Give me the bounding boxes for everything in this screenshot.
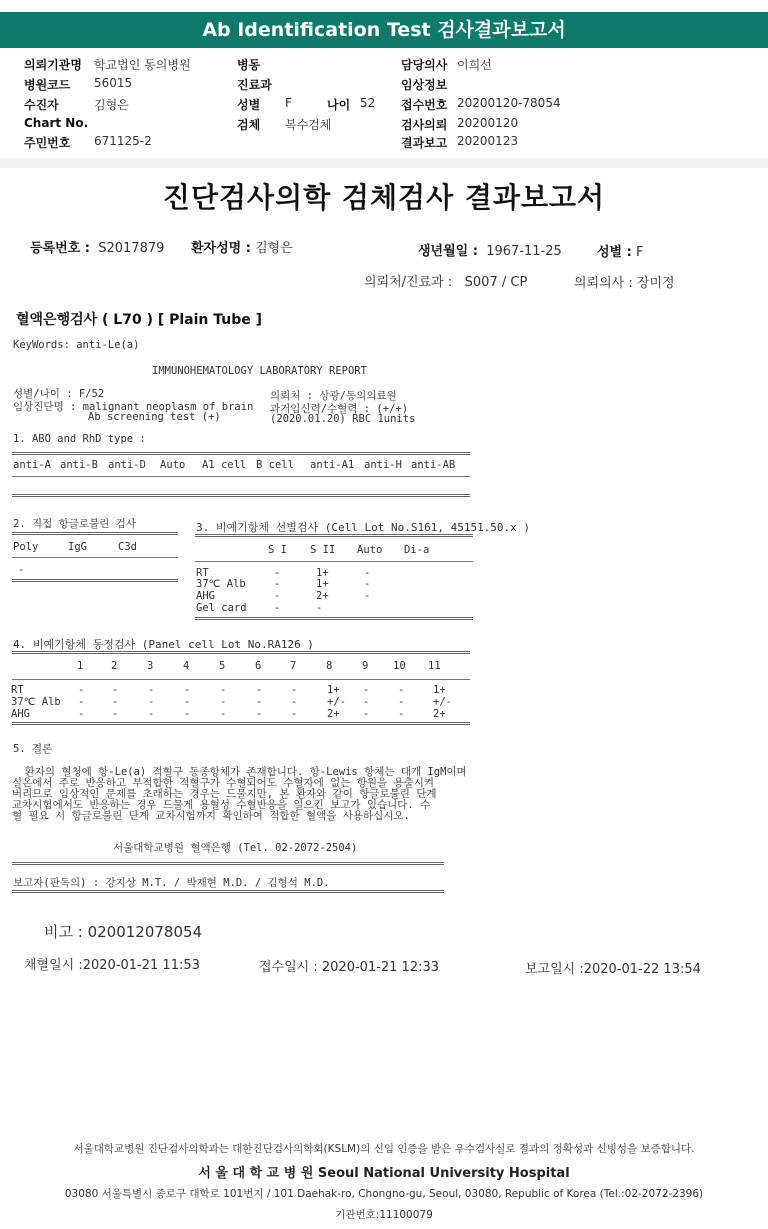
abo-header: anti-B [60,459,98,471]
screen-header: Di-a [404,544,430,556]
screen-header: S II [310,544,336,556]
dept-value: S007 / CP [464,275,528,290]
screen-cell: - [364,567,371,579]
panel-cell: 1+ [433,684,446,696]
abo-header: anti-A1 [310,459,355,471]
panel-header: 3 [147,660,154,672]
info-label: 의뢰기관명 [24,58,82,72]
section-divider [0,158,768,168]
dob-label: 생년월일 : [418,244,478,259]
panel-cell: - [291,696,298,708]
rule [12,679,470,680]
panel-cell: 2+ [327,708,340,720]
panel-cell: - [112,708,119,720]
rule [195,561,473,562]
info-label: 성별 [237,98,261,112]
history-line: 과거임신력/수혈력 : (+/+) [270,403,409,415]
requesting-dept [364,271,527,290]
lab-title: IMMUNOHEMATOLOGY LABORATORY REPORT [152,365,367,377]
screen-header: S I [268,544,287,556]
panel-cell: - [112,696,119,708]
conclusion-line: 버리므로 임상적인 문제를 초래하는 경우는 드물지만, 본 환자와 같이 항글로불린 단계 [12,788,437,800]
conclusion-line: 교차시험에서도 반응하는 경우 드물게 용혈성 수혈반응을 일으킨 보고가 있습니다. 수 [12,799,431,811]
screen-cell: 1+ [316,567,329,579]
panel-cell: - [256,684,263,696]
date-of-birth [418,240,562,259]
info-label: 임상정보 [401,78,448,92]
info-value: 김형은 [94,98,129,112]
reporter-line: 보고자(판독의) : 강지상 M.T. / 박재현 M.D. / 김형석 M.D. [13,877,330,889]
screen-cell: - [316,602,323,614]
dat-header: IgG [68,541,87,553]
info-value: F [285,96,292,110]
patient-sex [597,241,643,260]
info-value: 복수검체 [285,118,332,132]
info-value: 20200120-78054 [457,96,561,110]
rule [12,557,178,558]
screen-cell: - [274,602,281,614]
panel-cell: - [78,684,85,696]
abo-header: anti-H [364,459,402,471]
info-label: 주민번호 [24,136,71,150]
info-label: 담당의사 [401,58,448,72]
panel-header: 10 [393,660,406,672]
screen-cell: - [364,590,371,602]
screen-cell: - [274,578,281,590]
abo-header: anti-D [108,459,146,471]
section5-title: 5. 결론 [13,743,53,755]
rule [12,579,178,582]
info-value: 56015 [94,76,133,90]
info-label: 검사의뢰 [401,118,448,132]
remark: 비고 : 020012078054 [44,923,203,941]
panel-cell: - [78,696,85,708]
request-line: 의뢰처 : 상광/동의의료원 [270,390,397,402]
panel-row-label: 37℃ Alb [11,696,61,708]
info-label: 병동 [237,58,261,72]
info-value: 20200123 [457,134,519,148]
screen-cell: 2+ [316,590,329,602]
institution-number: 기관번호:11100079 [335,1209,433,1221]
panel-cell: +/- [433,696,452,708]
info-value: 학교법인 동의병원 [94,58,191,72]
transfusion-line: (2020.01.20) RBC 1units [270,413,416,425]
panel-cell: - [184,684,191,696]
rule [195,534,473,537]
rule [12,494,470,497]
info-label: 나이 [327,98,351,112]
panel-cell: 1+ [327,684,340,696]
blood-bank-contact: 서울대학교병원 혈액은행 (Tel. 02-2072-2504) [113,842,358,854]
abo-header: B cell [256,459,294,471]
info-label: 병원코드 [24,78,71,92]
diagnosis-line2: Ab screening test (+) [88,411,221,423]
panel-cell: 2+ [433,708,446,720]
info-value: 20200120 [457,116,519,130]
reg-value: S2017879 [98,241,165,256]
report-header-title: Ab Identification Test 검사결과보고서 [0,12,768,48]
rule [12,890,444,893]
info-label: 수진자 [24,98,59,112]
rule [12,476,470,477]
rule [12,651,470,654]
report-title: 진단검사의학 검체검사 결과보고서 [162,181,606,214]
panel-cell: - [184,696,191,708]
screen-row-label: 37℃ Alb [196,578,246,590]
panel-header: 9 [362,660,369,672]
panel-cell: - [291,684,298,696]
panel-cell: - [363,696,370,708]
panel-cell: - [184,708,191,720]
section4-title: 4. 비예기항체 동정검사 (Panel cell Lot No.RA126 ) [13,638,314,651]
dat-header: Poly [13,541,39,553]
panel-cell: - [220,708,227,720]
sex-value: F [635,245,644,260]
abo-header: Auto [160,459,186,471]
rule [12,452,470,455]
dob-value: 1967-11-25 [486,244,562,259]
rule [12,862,444,865]
conclusion-line: 혈 필요 시 항글로불린 단계 교차시험까지 확인하여 적합한 혈액을 사용하십시오. [12,810,410,822]
screen-row-label: Gel card [196,602,247,614]
section1-title: 1. ABO and RhD type : [13,433,146,445]
section2-title: 2. 직접 항글로불린 검사 [13,518,136,530]
test-title: 혈액은행검사 ( L70 ) [ Plain Tube ] [16,312,263,328]
abo-header: A1 cell [202,459,247,471]
diagnosis-line: 임상진단명 : malignant neoplasm of brain [13,401,254,413]
certification-text: 서울대학교병원 진단검사의학과는 대한진단검사의학회(KSLM)의 신임 인증을 받은 우수검사실로 결과의 정확성과 신빙성을 보증합니다. [73,1143,695,1155]
sex-age-line: 성별/나이 : F/52 [13,388,105,400]
panel-row-label: RT [11,684,24,696]
info-label: 검체 [237,118,261,132]
info-value: 52 [360,96,376,110]
sex-label: 성별 : [597,245,632,260]
info-label: 진료과 [237,78,272,92]
rule [195,617,473,620]
conclusion-text [12,767,467,822]
panel-cell: - [363,708,370,720]
panel-cell: - [256,696,263,708]
panel-header: 7 [290,660,297,672]
info-label: 결과보고 [401,136,448,150]
panel-header: 8 [326,660,333,672]
panel-cell: - [256,708,263,720]
info-label: 접수번호 [401,98,448,112]
patient-name [191,237,293,256]
rule [12,532,178,535]
panel-header: 5 [219,660,226,672]
panel-cell: - [398,708,405,720]
panel-cell: +/- [327,696,346,708]
screen-cell: - [274,590,281,602]
reg-label: 등록번호 : [30,241,90,256]
hospital-address: 03080 서울특별시 종로구 대학로 101번지 / 101 Daehak-ro, Chongno-gu, Seoul, 03080, Republic of Korea (Tel.:02-2072-2396) [64,1188,704,1200]
panel-cell: - [78,708,85,720]
panel-header: 6 [255,660,262,672]
panel-header: 2 [111,660,118,672]
panel-cell: - [398,684,405,696]
receive-datetime: 접수일시 : 2020-01-21 12:33 [259,960,440,975]
info-value: 이희선 [457,58,492,72]
dat-header: C3d [118,541,137,553]
panel-header: 1 [77,660,84,672]
panel-cell: - [112,684,119,696]
dat-value: - [18,564,25,576]
screen-row-label: AHG [196,590,215,602]
name-value: 김형은 [255,241,293,256]
panel-cell: - [148,708,155,720]
hospital-name: 서 울 대 학 교 병 원 Seoul National University Hospital [198,1166,570,1181]
name-label: 환자성명 : [191,241,251,256]
report-datetime: 보고일시 :2020-01-22 13:54 [525,962,701,977]
requesting-doctor [574,272,675,291]
panel-cell: - [398,696,405,708]
conclusion-line: 환자의 혈청에 항-Le(a) 적혈구 동종항체가 존재합니다. 항-Lewis 항체는 대개 IgM이며 [12,766,467,778]
screen-row-label: RT [196,567,209,579]
abo-header: anti-A [13,459,51,471]
panel-row-label: AHG [11,708,30,720]
section3-title: 3. 비예기항체 선별검사 (Cell Lot No.S161, 45151.50.x ) [196,521,531,534]
panel-cell: - [148,696,155,708]
doctor-value: 장미정 [636,276,675,291]
keywords: KeyWords: anti-Le(a) [13,339,140,351]
screen-header: Auto [357,544,383,556]
abo-header: anti-AB [411,459,456,471]
panel-cell: - [220,684,227,696]
info-label: Chart No. [24,116,89,130]
dept-label: 의뢰처/진료과 : [364,275,453,290]
doctor-label: 의뢰의사 : [574,276,633,291]
screen-cell: - [364,578,371,590]
panel-cell: - [291,708,298,720]
registration-number [30,237,164,256]
panel-header: 4 [183,660,190,672]
panel-header: 11 [428,660,441,672]
collect-datetime: 채혈일시 :2020-01-21 11:53 [24,958,200,973]
panel-cell: - [363,684,370,696]
panel-cell: - [148,684,155,696]
info-value: 671125-2 [94,134,152,148]
conclusion-line: 실온에서 주로 반응하고 부적합한 적혈구가 수혈되어도 수혈자에 없는 항원을 용출시켜 [12,777,435,789]
rule [12,722,470,725]
screen-cell: 1+ [316,578,329,590]
screen-cell: - [274,567,281,579]
panel-cell: - [220,696,227,708]
